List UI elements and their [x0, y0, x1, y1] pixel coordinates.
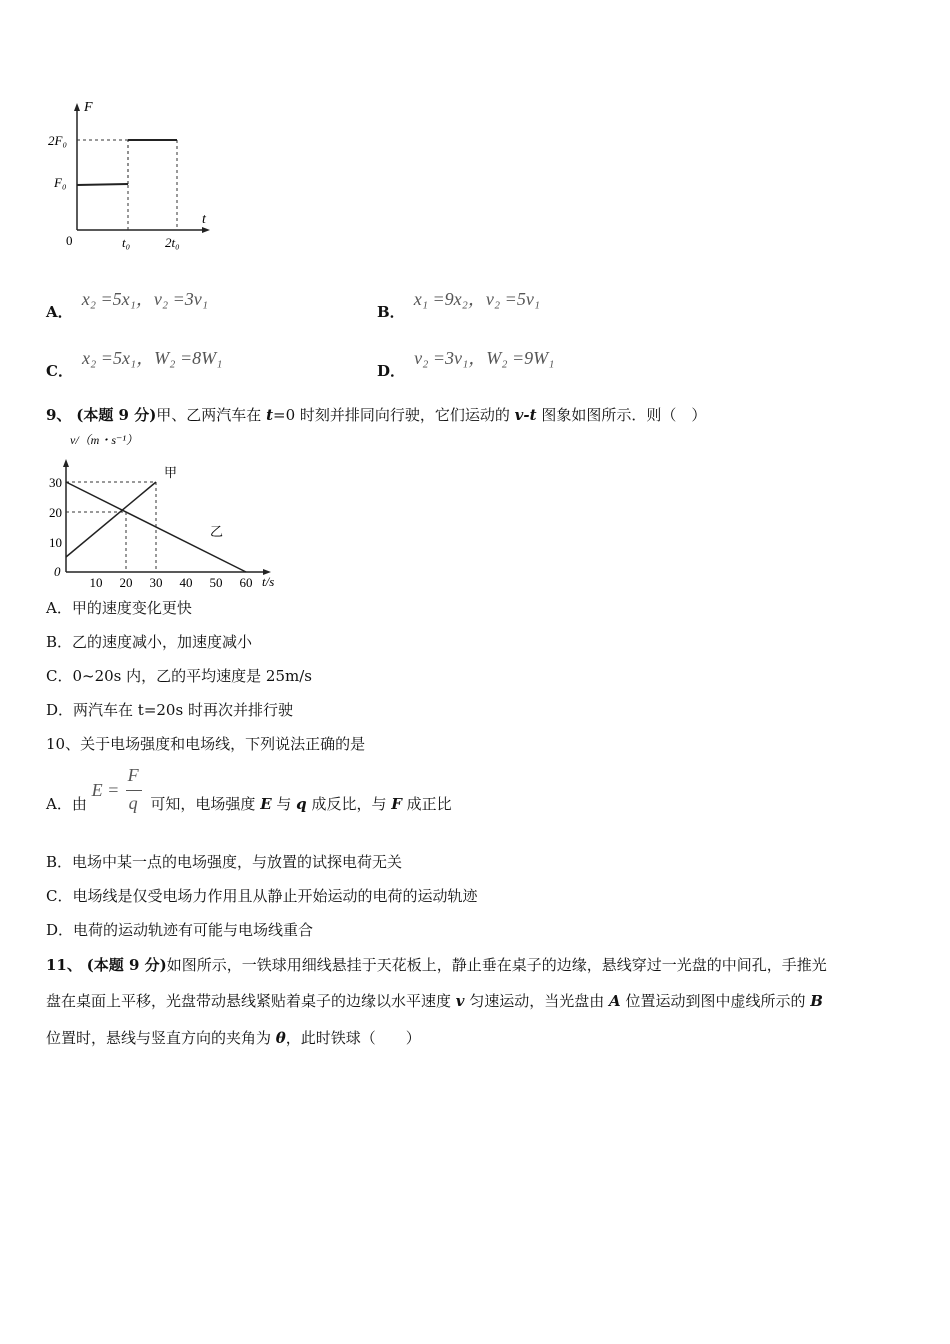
y-axis-label: v/（m・s⁻¹）: [70, 433, 138, 447]
q9-number: 9、: [46, 406, 72, 424]
x-axis-label: t: [202, 212, 206, 227]
q9-option-d-text: D．两汽车在 t=20s 时再次并排行驶: [46, 701, 293, 719]
option-c-expression: x₂ =5x₁，W₂ =8W₁: [82, 348, 223, 368]
q10-stem: [46, 733, 365, 754]
q11-line-3: [46, 1027, 421, 1048]
q9-option-a[interactable]: [46, 597, 192, 618]
q11-number: 11、: [46, 956, 82, 974]
q11-score: (本题 9 分): [86, 956, 167, 974]
q10-a-text-2: 与: [271, 795, 297, 813]
q9-option-b-text: B．乙的速度减小，加速度减小: [46, 633, 253, 651]
series-label-yi: 乙: [210, 524, 224, 539]
q8-option-b[interactable]: [377, 285, 541, 321]
q10-option-a[interactable]: [46, 767, 452, 817]
x-tick-label-10: 10: [89, 575, 103, 588]
option-a-label: A．: [46, 303, 73, 321]
tick-2t0: 2t₀: [165, 235, 180, 250]
y-tick-label-20: 20: [49, 505, 62, 520]
formula-lhs: E =: [91, 780, 120, 800]
x-tick-label-60: 60: [239, 575, 253, 588]
q11-line-2a: 盘在桌面上平移，光盘带动悬线紧贴着桌子的边缘以水平速度: [46, 992, 456, 1010]
formula-numerator: F: [127, 765, 139, 785]
x-axis-label: t/s: [262, 574, 275, 588]
q9-option-c[interactable]: [46, 665, 312, 686]
q10-option-a-label: A．由: [46, 795, 87, 813]
q8-option-a[interactable]: [46, 285, 209, 321]
x-tick-label-40: 40: [179, 575, 193, 588]
origin-label: 0: [66, 233, 73, 248]
tick-f0: F₀: [54, 175, 67, 190]
q9-score: (本题 9 分): [76, 406, 157, 424]
q10-option-b-text: B．电场中某一点的电场强度，与放置的试探电荷无关: [46, 853, 403, 871]
q9-stem: [46, 404, 706, 425]
tick-2f0: 2F₀: [48, 133, 67, 148]
q9-t-var: t: [266, 406, 274, 424]
q10-a-text-3: 成反比，与: [306, 795, 392, 813]
force-time-figure: [40, 95, 220, 255]
series-label-jia: 甲: [164, 465, 178, 480]
q9-option-a-text: A．甲的速度变化更快: [46, 599, 192, 617]
q11-var-a: A: [609, 992, 621, 1010]
x-tick-label-50: 50: [209, 575, 223, 588]
y-axis-arrow: [63, 459, 69, 467]
option-a-expression: x₂ =5x₁，v₂ =3v₁: [81, 289, 209, 309]
q10-var-e: E: [260, 795, 272, 813]
q9-option-b[interactable]: [46, 631, 252, 652]
q9-vt-var: v-t: [514, 406, 537, 424]
q11-line-2b: 匀速运动，当光盘由: [464, 992, 610, 1010]
q11-var-v: v: [455, 992, 465, 1010]
q11-line-1-text: 如图所示，一铁球用细线悬挂于天花板上，静止垂在桌子的边缘，悬线穿过一光盘的中间孔，手推光: [166, 956, 827, 974]
option-d-label: D．: [377, 362, 406, 380]
q11-line-2: [46, 990, 823, 1011]
q10-option-b[interactable]: [46, 851, 402, 872]
q8-option-d[interactable]: [377, 344, 555, 380]
option-c-label: C．: [46, 362, 73, 380]
option-b-expression: x₁ =9x₂，v₂ =5v₁: [413, 289, 541, 309]
q9-text-3: 图象如图所示．则（ ）: [536, 406, 707, 424]
q9-text-1: 甲、乙两汽车在: [156, 406, 267, 424]
q10-stem-text: 10、关于电场强度和电场线，下列说法正确的是: [46, 735, 366, 753]
q10-var-q: q: [296, 795, 307, 813]
x-tick-label-20: 20: [119, 575, 133, 588]
y-tick-label-10: 10: [49, 535, 62, 550]
q9-text-2: =0 时刻并排同向行驶，它们运动的: [273, 406, 515, 424]
q10-option-d[interactable]: [46, 919, 313, 940]
q10-var-f: F: [391, 795, 402, 813]
x-axis-arrow: [202, 227, 210, 233]
q10-option-c[interactable]: [46, 885, 477, 906]
q10-option-c-text: C．电场线是仅受电场力作用且从静止开始运动的电荷的运动轨迹: [46, 887, 478, 905]
q10-formula: [92, 767, 146, 817]
y-axis-label: F: [84, 100, 93, 115]
option-b-label: B．: [377, 303, 405, 321]
q11-line-3b: ，此时铁球（ ）: [285, 1029, 421, 1047]
q11-line-1: [46, 954, 827, 975]
formula-denominator: q: [128, 793, 138, 813]
q11-var-b: B: [810, 992, 823, 1010]
q8-option-c[interactable]: [46, 344, 223, 380]
y-axis-arrow: [74, 103, 80, 111]
vt-chart: [40, 430, 300, 588]
q9-option-d[interactable]: [46, 699, 293, 720]
q11-line-2c: 位置运动到图中虚线所示的: [620, 992, 811, 1010]
q9-option-c-text: C．0~20s 内，乙的平均速度是 25m/s: [46, 667, 312, 685]
q10-a-text-1: 可知，电场强度: [150, 795, 261, 813]
step-low-segment: [77, 184, 128, 185]
formula-fraction-bar: [126, 790, 142, 791]
q11-line-3a: 位置时，悬线与竖直方向的夹角为: [46, 1029, 276, 1047]
origin-label: 0: [54, 564, 61, 579]
q10-a-text-4: 成正比: [401, 795, 452, 813]
q10-option-d-text: D．电荷的运动轨迹有可能与电场线重合: [46, 921, 314, 939]
y-tick-label-30: 30: [49, 475, 62, 490]
option-d-expression: v₂ =3v₁，W₂ =9W₁: [414, 348, 555, 368]
q11-var-theta: θ: [275, 1029, 286, 1047]
tick-t0: t₀: [122, 235, 131, 250]
x-tick-label-30: 30: [149, 575, 163, 588]
